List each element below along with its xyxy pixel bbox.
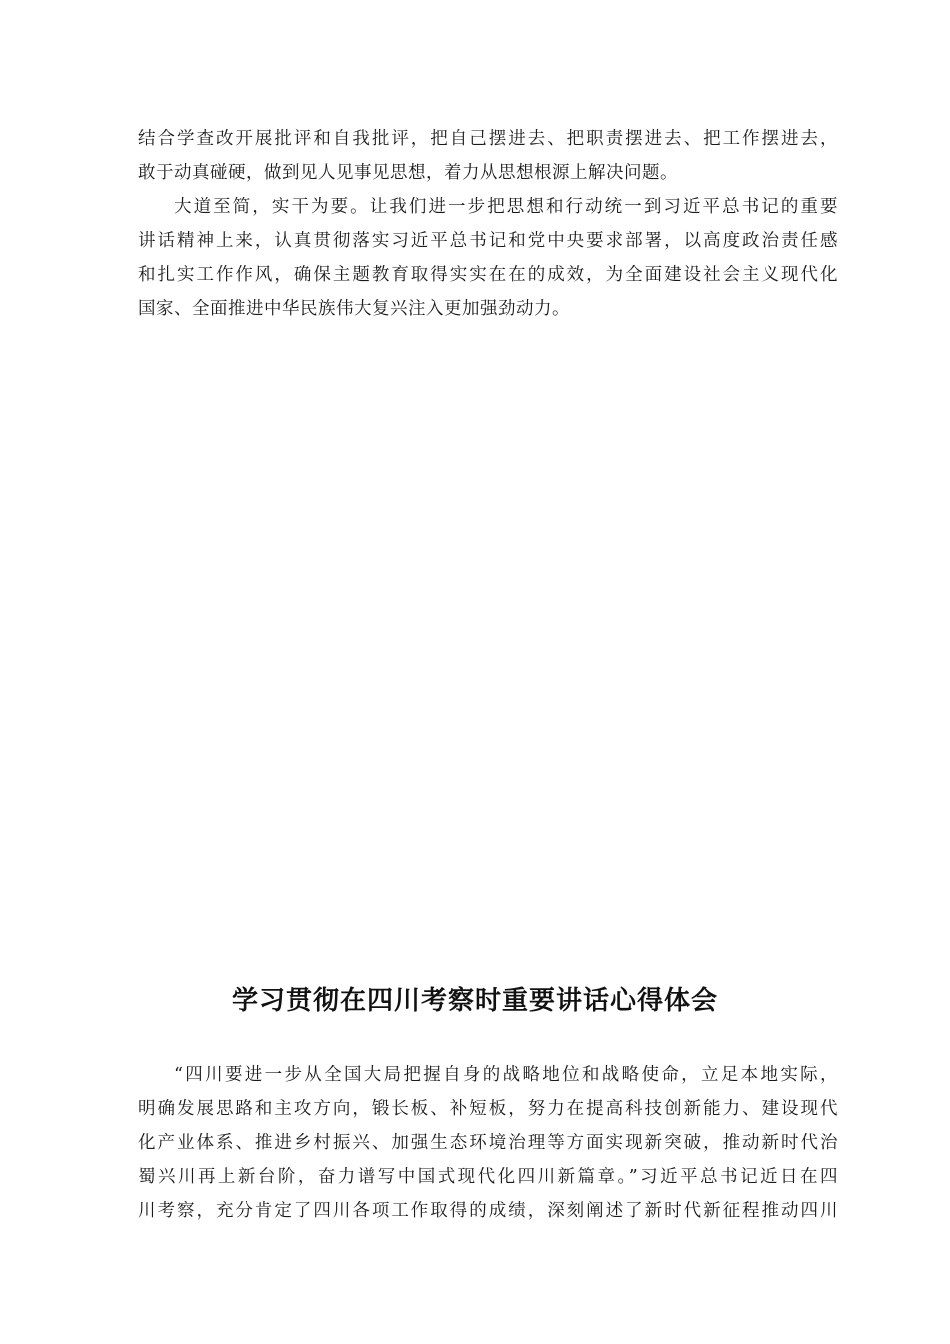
paragraph-opening (138, 1058, 838, 1228)
paragraph-conclusion (138, 190, 838, 326)
text-line: 川考察，充分肯定了四川各项工作取得的成绩，深刻阐述了新时代新征程推动四川 (138, 1201, 838, 1221)
text-line: 敢于动真碰硬，做到见人见事见思想，着力从思想根源上解决问题。 (138, 163, 678, 183)
text-line: 蜀兴川再上新台阶，奋力谱写中国式现代化四川新篇章。”习近平总书记近日在四 (138, 1167, 838, 1187)
text-line: 讲话精神上来，认真贯彻落实习近平总书记和党中央要求部署，以高度政治责任感 (138, 231, 838, 251)
text-line: “四川要进一步从全国大局把握自身的战略地位和战略使命，立足本地实际， (174, 1065, 838, 1085)
article-title: 学习贯彻在四川考察时重要讲话心得体会 (231, 986, 718, 1016)
paragraph-continuation (138, 122, 838, 190)
text-line: 化产业体系、推进乡村振兴、加强生态环境治理等方面实现新突破，推动新时代治 (138, 1133, 838, 1153)
text-line: 国家、全面推进中华民族伟大复兴注入更加强劲动力。 (138, 299, 570, 319)
text-line: 大道至简，实干为要。让我们进一步把思想和行动统一到习近平总书记的重要 (174, 197, 838, 217)
text-line: 和扎实工作作风，确保主题教育取得实实在在的成效，为全面建设社会主义现代化 (138, 265, 838, 285)
text-line: 明确发展思路和主攻方向，锻长板、补短板，努力在提高科技创新能力、建设现代 (138, 1099, 838, 1119)
text-line: 结合学查改开展批评和自我批评，把自己摆进去、把职责摆进去、把工作摆进去， (138, 129, 838, 149)
